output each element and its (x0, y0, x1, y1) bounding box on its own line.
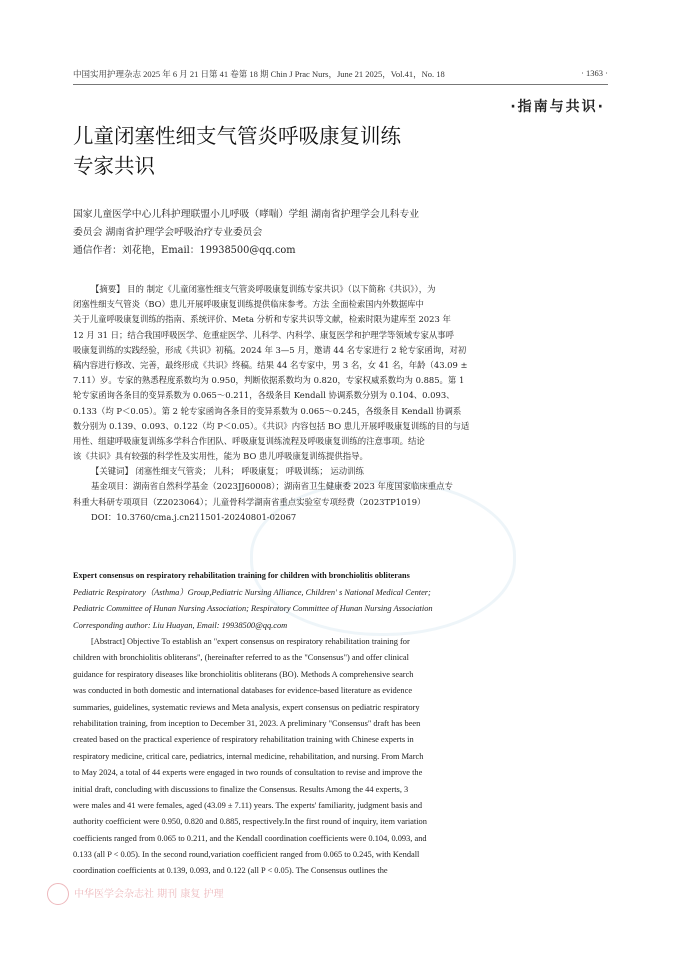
english-title: Expert consensus on respiratory rehabilitation training for children with bronchiolitis obliterans (73, 571, 410, 580)
abstract-en-line: coefficients ranged from 0.065 to 0.211, and the Kendall coordination coefficients were 0.104, 0.093, and (73, 833, 427, 843)
abstract-en-line: summaries, guidelines, systematic reviews and Meta analysis, expert consensus on pediatric respiratory (73, 702, 420, 712)
abstract-en (73, 634, 608, 880)
fund-line-1: 基金项目：湖南省自然科学基金（2023JJ60008）；湖南省卫生健康委 2023 年度国家临床重点专 (91, 481, 453, 492)
abstract-en-line: respiratory medicine, critical care, pediatrics, internal medicine, rehabilitation, and nursing. From March (73, 751, 424, 761)
abstract-en-line: guidance for respiratory diseases like bronchiolitis obliterans (BO). Methods A comprehensive search (73, 669, 414, 679)
abstract-en-line: children with bronchiolitis obliterans", (hereinafter referred to as the "Consensus") and offer clinical (73, 653, 409, 663)
abstract-zh-line: 7.11）岁。专家的熟悉程度系数均为 0.950，判断依据系数均为 0.820，专家权威系数均为 0.885。第 1 (73, 375, 465, 386)
corresponding-author: 通信作者：刘花艳，Email：19938500@qq.com (73, 245, 296, 256)
author-block (73, 206, 603, 260)
abstract-zh-line: 稿内容进行修改、完善，最终形成《共识》终稿。结果 44 名专家中，男 3 名，女 41 名，年龄（43.09 ± (73, 359, 468, 370)
english-corresponding-author: Corresponding author: Liu Huayan, Email: 19938500@qq.com (73, 620, 288, 630)
english-affiliations (73, 585, 608, 634)
author-line-1: 国家儿童医学中心儿科护理联盟小儿呼吸（哮喘）学组 湖南省护理学会儿科专业 (73, 209, 420, 220)
title-line-2: 专家共识 (73, 154, 155, 178)
abstract-en-line: 0.133 (all P < 0.05). In the second round,variation coefficient ranged from 0.065 to 0.245, with Kendall (73, 850, 420, 860)
publisher-seal-icon (47, 883, 69, 905)
author-line-2: 委员会 湖南省护理学会呼吸治疗专业委员会 (73, 227, 263, 238)
abstract-zh-line: 轮专家函询各条目的变异系数为 0.065～0.211，各级条目 Kendall 协调系数分别为 0.104、0.093、 (73, 390, 455, 401)
abstract-en-line: were males and 41 were females, aged (43.09 ± 7.11) years. The experts' familiarity, judgment basis and (73, 800, 423, 810)
abstract-en-line: initial draft, concluding with discussions to finalize the Consensus. Results Among the 44 experts, 3 (73, 784, 409, 794)
title-line-1: 儿童闭塞性细支气管炎呼吸康复训练 (73, 124, 401, 148)
abstract-en-line: coordination coefficients at 0.139, 0.093, and 0.122 (all P < 0.05). The Consensus outlines the (73, 866, 388, 876)
abstract-zh (73, 282, 606, 525)
publisher-logo: 中华医学会杂志社 期刊 康复 护理 (74, 889, 224, 900)
english-affiliation-1: Pediatric Respiratory（Asthma）Group,Pediatric Nursing Alliance, Children' s National Medical Center; (73, 588, 431, 597)
abstract-zh-line: 12 月 31 日；结合我国呼吸医学、危重症医学、儿科学、内科学、康复医学和护理学等领域专家从事呼 (73, 329, 455, 340)
abstract-zh-line: 吸康复训练的实践经验，形成《共识》初稿。2024 年 3—5 月，邀请 44 名专家进行 2 轮专家函询，对初 (73, 344, 467, 355)
fund-line-2: 科重大科研专项项目（Z2023064）；儿童骨科学湖南省重点实验室专项经费（2023TP1019） (73, 496, 426, 507)
header-rule (73, 84, 608, 85)
running-header (73, 68, 608, 82)
abstract-en-line: was conducted in both domestic and international databases for evidence-based literature as evidence (73, 686, 413, 696)
article-title (73, 121, 493, 181)
abstract-zh-line: 用性、组建呼吸康复训练多学科合作团队、呼吸康复训练流程及呼吸康复训练的注意事项。结论 (73, 435, 425, 446)
abstract-en-line: to May 2024, a total of 44 experts were engaged in two rounds of consultation to revise and improve the (73, 768, 423, 778)
abstract-en-line: [Abstract] Objective To establish an "expert consensus on respiratory rehabilitation training for (91, 637, 410, 646)
abstract-zh-line: 0.133（均 P＜0.05）。第 2 轮专家函询各条目的变异系数为 0.065～0.245，各级条目 Kendall 协调系 (73, 405, 462, 416)
keywords: 【关键词】 闭塞性细支气管炎； 儿科； 呼吸康复； 呼吸训练； 运动训练 (91, 466, 364, 477)
section-label: ·指南与共识· (510, 99, 605, 115)
journal-citation: 中国实用护理杂志 2025 年 6 月 21 日第 41 卷第 18 期 Chin J Prac Nurs，June 21 2025，Vol.41，No. 18 (73, 69, 445, 79)
abstract-en-line: created based on the practical experience of respiratory rehabilitation training with Chinese experts in (73, 735, 414, 745)
abstract-en-line: rehabilitation training, from inception to December 31, 2023. A preliminary "Consensus" draft has been (73, 718, 421, 728)
doi: DOI：10.3760/cma.j.cn211501-20240801-02067 (91, 511, 297, 522)
abstract-zh-line: 该《共识》具有较强的科学性及实用性，能为 BO 患儿呼吸康复训练提供指导。 (73, 451, 368, 462)
abstract-zh-line: 闭塞性细支气管炎（BO）患儿开展呼吸康复训练提供临床参考。方法 全面检索国内外数据库中 (73, 299, 424, 310)
english-affiliation-2: Pediatric Committee of Hunan Nursing Association; Respiratory Committee of Hunan Nursing Association (73, 604, 433, 614)
abstract-en-line: authority coefficient were 0.950, 0.820 and 0.885, respectively.In the first round of inquiry, item variation (73, 817, 427, 827)
abstract-zh-line: 【摘要】 目的 制定《儿童闭塞性细支气管炎呼吸康复训练专家共识》（以下简称《共识》），为 (91, 284, 436, 294)
page-number: · 1363 · (581, 68, 608, 78)
abstract-zh-line: 关于儿童呼吸康复训练的指南、系统评价、Meta 分析和专家共识等文献，检索时限为建库至 2023 年 (73, 314, 451, 325)
abstract-zh-line: 数分别为 0.139、0.093、0.122（均 P＜0.05）。《共识》内容包括 BO 患儿开展呼吸康复训练的目的与适 (73, 420, 470, 431)
